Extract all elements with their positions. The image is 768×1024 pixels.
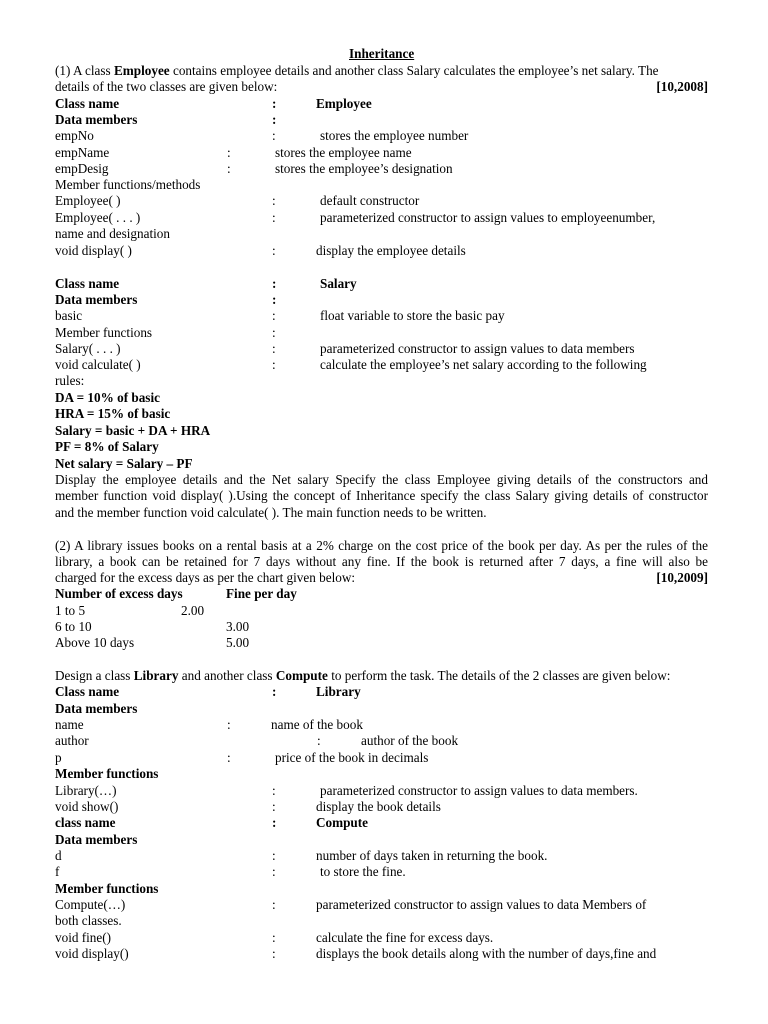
colon: : xyxy=(227,750,231,765)
q1-marks: [10,2008] xyxy=(656,79,708,94)
member-desc: stores the employee number xyxy=(320,128,469,143)
salary-function-row xyxy=(55,341,635,357)
salary-function-row xyxy=(55,357,647,373)
member-desc: author of the book xyxy=(361,733,459,748)
compute-function-row xyxy=(55,897,647,913)
table-cell-fine: 2.00 xyxy=(181,603,205,618)
colon: : xyxy=(272,243,276,258)
function-name: Employee( . . . ) xyxy=(55,210,141,225)
function-name: void display() xyxy=(55,946,129,961)
member-name: empName xyxy=(55,145,110,160)
colon: : xyxy=(272,193,276,208)
q2-intro-line xyxy=(55,570,708,586)
q2-design-line xyxy=(55,668,670,684)
function-desc: calculate the employee’s net salary according to the following xyxy=(320,357,647,372)
colon: : xyxy=(272,357,276,372)
q1-intro-line-2 xyxy=(55,79,708,95)
field-label: Member functions xyxy=(55,325,153,340)
function-desc: calculate the fine for excess days. xyxy=(316,930,494,945)
salary-rule: Salary = basic + DA + HRA xyxy=(55,423,211,438)
salary-rule: Net salary = Salary – PF xyxy=(55,456,193,471)
page-title: Inheritance xyxy=(349,46,415,61)
q1-closing-line: Display the employee details and the Net salary Specify the class Employee giving details of the constructors and xyxy=(55,472,708,487)
salary-data-members-row xyxy=(55,292,277,308)
colon: : xyxy=(272,848,276,863)
function-name: Employee( ) xyxy=(55,193,121,208)
colon: : xyxy=(227,145,231,160)
function-desc: display the book details xyxy=(316,799,441,814)
q1-intro-text: (1) A class xyxy=(55,63,114,78)
function-desc: displays the book details along with the number of days,fine and xyxy=(316,946,657,961)
function-desc: parameterized constructor to assign values to data members xyxy=(320,341,635,356)
field-label: class name xyxy=(55,815,116,830)
compute-function-row xyxy=(55,930,494,946)
colon: : xyxy=(227,717,231,732)
colon: : xyxy=(272,946,276,961)
field-label: Class name xyxy=(55,684,120,699)
salary-class-name-row xyxy=(55,276,357,292)
member-name: p xyxy=(55,750,62,765)
salary-rules-label: rules: xyxy=(55,373,85,388)
function-desc: parameterized constructor to assign values to data members. xyxy=(320,783,638,798)
table-row xyxy=(55,603,205,619)
member-desc: name of the book xyxy=(271,717,363,732)
q1-closing-line: member function void display( ).Using the concept of Inheritance specify the class Salary giving details of constructor xyxy=(55,488,708,503)
table-cell-fine: 5.00 xyxy=(226,635,250,650)
compute-member-functions-label: Member functions xyxy=(55,881,159,896)
q2-design-text: to perform the task. The details of the 2 classes are given below: xyxy=(327,668,671,683)
library-member-row xyxy=(55,733,459,749)
colon: : xyxy=(272,96,277,111)
field-label: Class name xyxy=(55,96,120,111)
q1-employee-keyword: Employee xyxy=(113,63,170,78)
q1-intro-text: contains employee details and another class Salary calculates the employee’s net salary. The xyxy=(169,63,659,78)
colon: : xyxy=(272,325,276,340)
function-desc: default constructor xyxy=(320,193,420,208)
q2-intro-line: (2) A library issues books on a rental basis at a 2% charge on the cost price of the book per day. As per the rules of the xyxy=(55,538,708,553)
colon: : xyxy=(272,210,276,225)
library-class-name-row xyxy=(55,684,361,700)
colon: : xyxy=(272,308,276,323)
function-name: void fine() xyxy=(55,930,112,945)
function-name: void display( ) xyxy=(55,243,132,258)
salary-member-row xyxy=(55,308,505,324)
employee-function-row xyxy=(55,210,656,226)
class-name-value: Library xyxy=(316,684,361,699)
colon: : xyxy=(272,128,276,143)
compute-member-row xyxy=(55,848,548,864)
employee-function-row xyxy=(55,243,466,259)
table-cell-days: Above 10 days xyxy=(55,635,135,650)
function-desc: parameterized constructor to assign values to data Members of xyxy=(316,897,647,912)
compute-function-wrap: both classes. xyxy=(55,913,122,928)
library-member-row xyxy=(55,717,363,733)
table-header-fine: Fine per day xyxy=(226,586,297,601)
member-name: d xyxy=(55,848,62,863)
table-row xyxy=(55,619,250,635)
colon: : xyxy=(317,733,321,748)
compute-data-members-label: Data members xyxy=(55,832,138,847)
library-function-row xyxy=(55,783,638,799)
member-desc: stores the employee name xyxy=(275,145,412,160)
field-label: Class name xyxy=(55,276,120,291)
colon: : xyxy=(272,897,276,912)
salary-member-functions-row xyxy=(55,325,276,341)
class-name-value: Compute xyxy=(316,815,369,830)
colon: : xyxy=(272,341,276,356)
function-desc: display the employee details xyxy=(316,243,466,258)
compute-function-row xyxy=(55,946,657,962)
colon: : xyxy=(272,930,276,945)
member-desc: float variable to store the basic pay xyxy=(320,308,505,323)
class-name-value: Employee xyxy=(316,96,372,111)
function-name: Library(…) xyxy=(55,783,117,798)
q1-intro-text: details of the two classes are given below: xyxy=(55,79,278,94)
salary-rule: HRA = 15% of basic xyxy=(55,406,171,421)
library-member-functions-label: Member functions xyxy=(55,766,159,781)
colon: : xyxy=(272,864,276,879)
function-name: void calculate( ) xyxy=(55,357,141,372)
library-function-row xyxy=(55,799,441,815)
employee-member-row xyxy=(55,128,469,144)
member-name: author xyxy=(55,733,89,748)
colon: : xyxy=(272,799,276,814)
colon: : xyxy=(272,276,277,291)
employee-member-row xyxy=(55,145,412,161)
employee-function-wrap: name and designation xyxy=(55,226,170,241)
q2-intro-text: charged for the excess days as per the chart given below: xyxy=(55,570,356,585)
employee-member-functions-label: Member functions/methods xyxy=(55,177,201,192)
function-desc: parameterized constructor to assign values to employeenumber, xyxy=(320,210,656,225)
q1-intro-line-1 xyxy=(55,63,659,79)
library-keyword: Library xyxy=(133,668,179,683)
colon: : xyxy=(272,684,277,699)
fine-table-header xyxy=(55,586,297,602)
field-label: Data members xyxy=(55,112,138,127)
library-member-row xyxy=(55,750,429,766)
colon: : xyxy=(272,292,277,307)
employee-member-row xyxy=(55,161,453,177)
table-cell-days: 1 to 5 xyxy=(55,603,86,618)
member-name: basic xyxy=(55,308,83,323)
class-name-value: Salary xyxy=(320,276,357,291)
colon: : xyxy=(272,112,277,127)
employee-class-name-row xyxy=(55,96,372,112)
table-cell-days: 6 to 10 xyxy=(55,619,92,634)
q2-design-text: and another class xyxy=(178,668,276,683)
colon: : xyxy=(272,815,277,830)
colon: : xyxy=(227,161,231,176)
member-name: empDesig xyxy=(55,161,109,176)
compute-keyword: Compute xyxy=(275,668,328,683)
employee-function-row xyxy=(55,193,420,209)
function-name: Compute(…) xyxy=(55,897,126,912)
table-cell-fine: 3.00 xyxy=(226,619,250,634)
member-name: name xyxy=(55,717,84,732)
q1-closing-line: and the member function void calculate( ). The main function needs to be written. xyxy=(55,505,487,520)
salary-rule: DA = 10% of basic xyxy=(55,390,160,405)
q2-intro-line: library, a book can be retained for 7 days without any fine. If the book is returned after 7 days, a fine will also be xyxy=(55,554,708,569)
function-name: void show() xyxy=(55,799,119,814)
member-desc: to store the fine. xyxy=(320,864,406,879)
employee-data-members-row xyxy=(55,112,277,128)
compute-member-row xyxy=(55,864,406,880)
q2-design-text: Design a class xyxy=(55,668,134,683)
member-desc: number of days taken in returning the book. xyxy=(316,848,548,863)
compute-class-name-row xyxy=(55,815,369,831)
member-desc: price of the book in decimals xyxy=(275,750,429,765)
member-name: empNo xyxy=(55,128,94,143)
table-row xyxy=(55,635,250,651)
salary-rule: PF = 8% of Salary xyxy=(55,439,159,454)
q2-marks: [10,2009] xyxy=(656,570,708,585)
function-name: Salary( . . . ) xyxy=(55,341,121,356)
library-data-members-label: Data members xyxy=(55,701,138,716)
table-header-days: Number of excess days xyxy=(55,586,183,601)
member-desc: stores the employee’s designation xyxy=(275,161,453,176)
colon: : xyxy=(272,783,276,798)
member-name: f xyxy=(55,864,60,879)
field-label: Data members xyxy=(55,292,138,307)
